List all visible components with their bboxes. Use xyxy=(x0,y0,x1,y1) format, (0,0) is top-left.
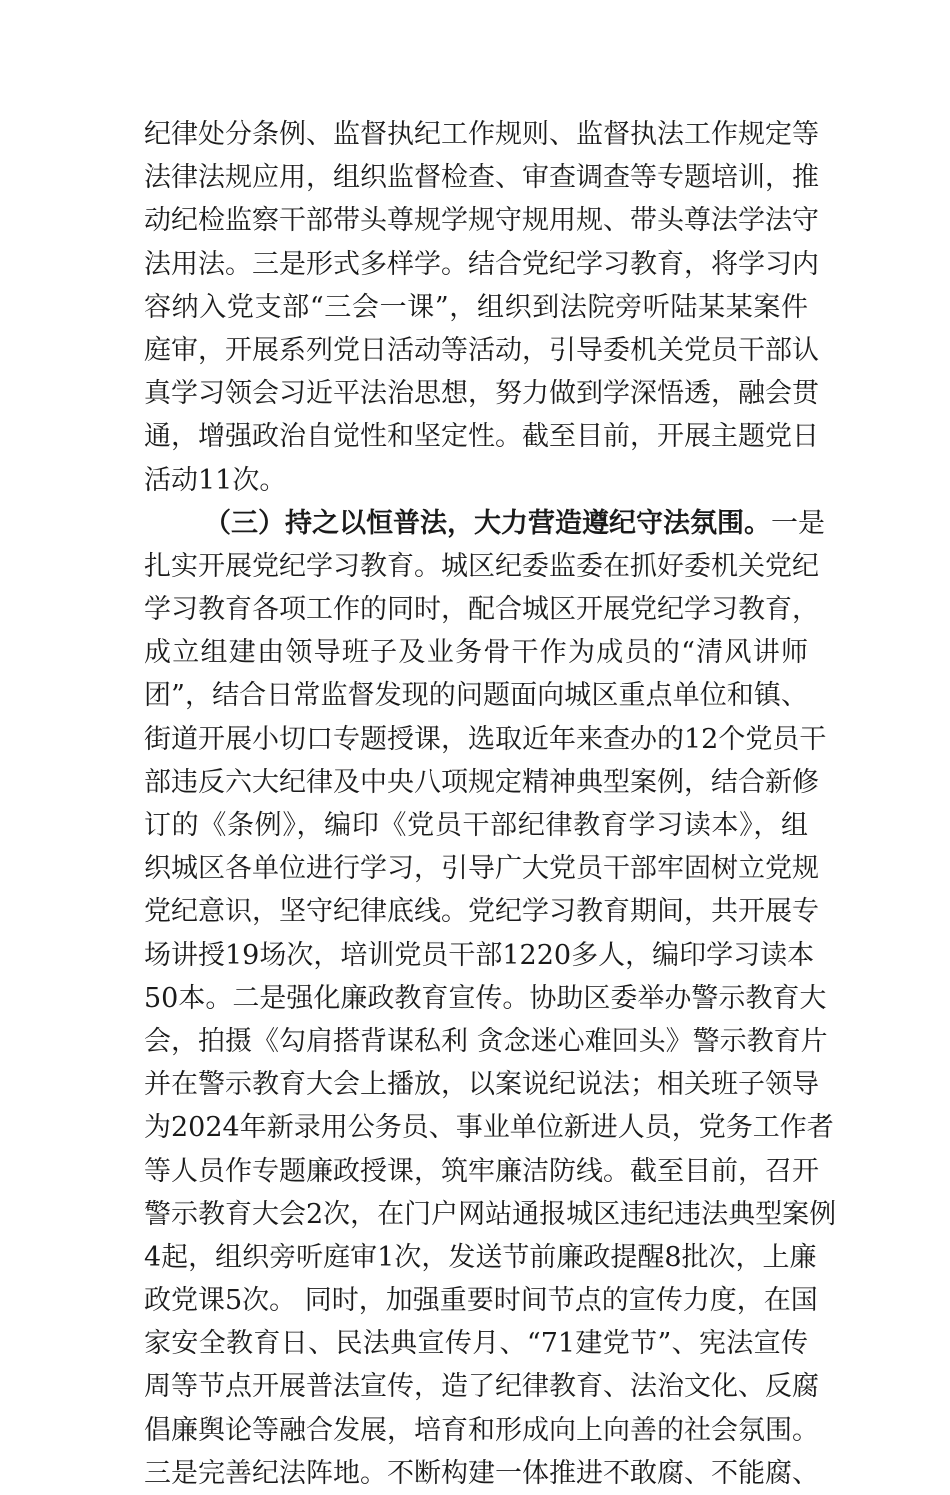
body-text xyxy=(144,113,837,1495)
section-heading-rest: 一是 xyxy=(771,507,825,539)
text-line: 并在警示教育大会上播放，以案说纪说法；相关班子领导 xyxy=(144,1069,819,1101)
text-line: 会，拍摄《勾肩搭背谋私利 贪念迷心难回头》警示教育片 xyxy=(144,1025,828,1057)
text-line: 纪律处分条例、监督执纪工作规则、监督执法工作规定等 xyxy=(144,119,819,150)
text-line: 动纪检监察干部带头尊规学规守规用规、带头尊法学法守 xyxy=(144,205,819,237)
text-line: 为2024年新录用公务员、事业单位新进人员，党务工作者 xyxy=(144,1112,834,1144)
text-line: 团”，结合日常监督发现的问题面向城区重点单位和镇、 xyxy=(144,680,808,712)
text-line: 通，增强政治自觉性和坚定性。截至目前，开展主题党日 xyxy=(144,421,819,453)
text-line: 部违反六大纪律及中央八项规定精神典型案例，结合新修 xyxy=(144,766,819,798)
text-line: 政党课5次。 同时，加强重要时间节点的宣传力度，在国 xyxy=(144,1285,818,1317)
text-line: 织城区各单位进行学习，引导广大党员干部牢固树立党规 xyxy=(144,853,819,885)
text-line: 订的《条例》，编印《党员干部纪律教育学习读本》，组 xyxy=(144,810,808,841)
text-line: 4起，组织旁听庭审1次，发送节前廉政提醒8批次，上廉 xyxy=(144,1241,817,1273)
text-line: 法用法。三是形式多样学。结合党纪学习教育，将学习内 xyxy=(144,248,819,280)
text-line: 周等节点开展普法宣传，造了纪律教育、法治文化、反腐 xyxy=(144,1371,819,1403)
text-line: 成立组建由领导班子及业务骨干作为成员的“清风讲师 xyxy=(144,637,808,669)
text-line: 街道开展小切口专题授课，选取近年来查办的12个党员干 xyxy=(144,723,827,755)
text-line: 50本。二是强化廉政教育宣传。协助区委举办警示教育大 xyxy=(144,982,827,1014)
text-line: 三是完善纪法阵地。不断构建一体推进不敢腐、不能腐、 xyxy=(144,1457,819,1489)
text-line: 警示教育大会2次，在门户网站通报城区违纪违法典型案例 xyxy=(144,1198,837,1230)
text-line: 容纳入党支部“三会一课”，组织到法院旁听陆某某案件 xyxy=(144,291,808,323)
text-line: 家安全教育日、民法典宣传月、“71建党节”、宪法宣传 xyxy=(144,1328,808,1360)
text-line: 学习教育各项工作的同时，配合城区开展党纪学习教育， xyxy=(144,594,819,626)
text-line: 法律法规应用，组织监督检查、审查调查等专题培训，推 xyxy=(144,162,819,194)
text-line: 活动11次。 xyxy=(144,464,287,496)
text-line: 倡廉舆论等融合发展，培育和形成向上向善的社会氛围。 xyxy=(144,1414,819,1446)
text-line: 扎实开展党纪学习教育。城区纪委监委在抓好委机关党纪 xyxy=(144,550,819,582)
text-line: 真学习领会习近平法治思想，努力做到学深悟透，融会贯 xyxy=(144,378,819,410)
section-heading-line xyxy=(144,502,825,545)
text-line: 党纪意识，坚守纪律底线。党纪学习教育期间，共开展专 xyxy=(144,896,819,928)
text-line: 场讲授19场次，培训党员干部1220多人，编印学习读本 xyxy=(144,939,815,971)
text-line: 庭审，开展系列党日活动等活动，引导委机关党员干部认 xyxy=(144,334,819,366)
text-line: 等人员作专题廉政授课，筑牢廉洁防线。截至目前，召开 xyxy=(144,1155,819,1187)
section-heading: （三）持之以恒普法，大力营造遵纪守法氛围。 xyxy=(204,507,771,539)
